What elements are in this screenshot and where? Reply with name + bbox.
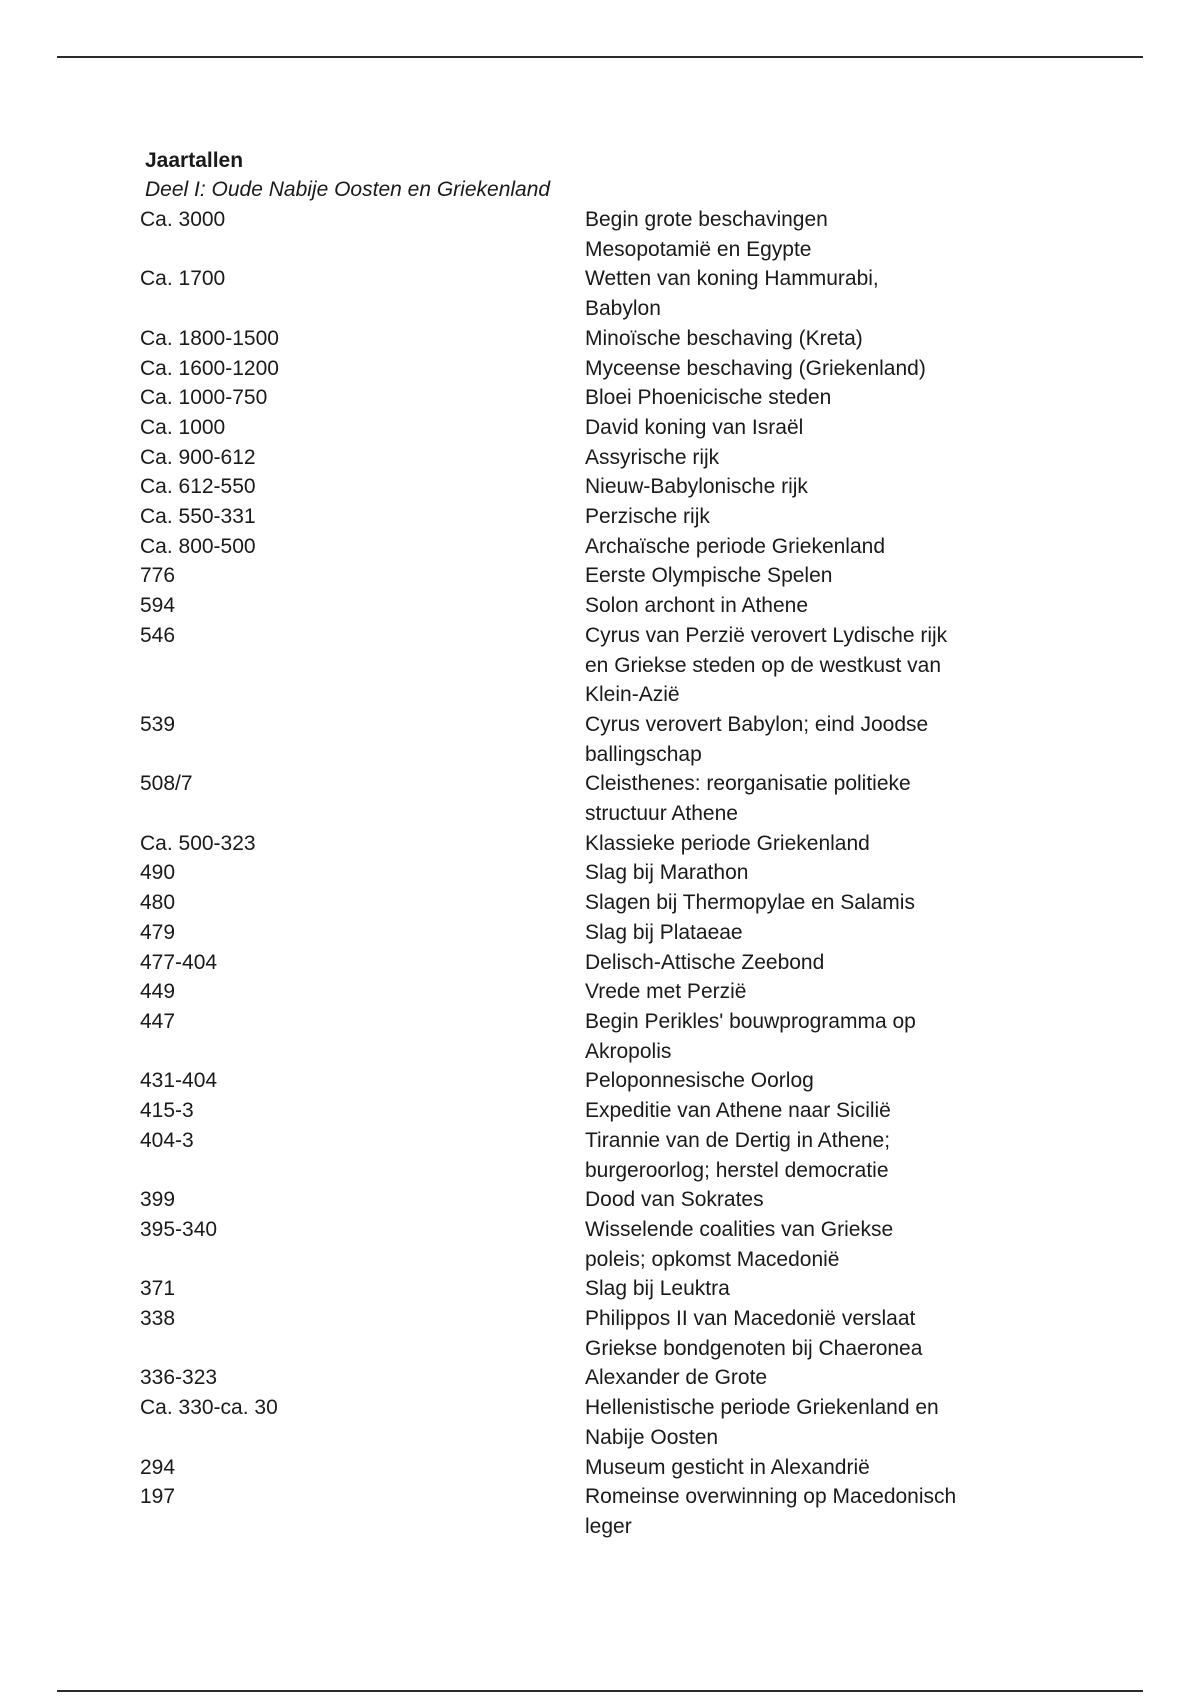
timeline-date: Ca. 1700 [140,267,226,291]
timeline-event-line: Nieuw-Babylonische rijk [585,475,808,499]
timeline-event [585,383,1005,413]
timeline-row [140,443,1040,473]
timeline-event-line: poleis; opkomst Macedonië [585,1247,840,1271]
timeline-row [140,769,1040,828]
timeline-event [585,1393,1005,1452]
timeline-date: 404-3 [140,1128,194,1152]
timeline-row [140,1482,1040,1541]
timeline-date: Ca. 330-ca. 30 [140,1396,278,1420]
timeline-date: 449 [140,980,176,1004]
timeline-event-line: structuur Athene [585,802,738,826]
timeline-event-line: Wetten van koning Hammurabi, [585,267,879,291]
timeline-event-line: Peloponnesische Oorlog [585,1069,814,1093]
timeline-event-line: Cleisthenes: reorganisatie politieke [585,772,911,796]
timeline-row [140,205,1040,264]
timeline-row [140,1453,1040,1483]
timeline-event [585,561,1005,591]
timeline-event [585,532,1005,562]
timeline-date: 336-323 [140,1366,218,1390]
timeline-date: 508/7 [140,772,193,796]
timeline-row [140,1215,1040,1274]
timeline-event-line: en Griekse steden op de westkust van [585,653,942,677]
timeline-event [585,205,1005,264]
timeline-row [140,561,1040,591]
timeline-event [585,413,1005,443]
timeline-event-line: Slag bij Leuktra [585,1277,730,1301]
timeline-row [140,1126,1040,1185]
timeline-event-line: Wisselende coalities van Griekse [585,1217,894,1241]
timeline-event [585,888,1005,918]
timeline-event [585,710,1005,769]
timeline-event-line: Hellenistische periode Griekenland en [585,1396,939,1420]
timeline-row [140,354,1040,384]
timeline-event-line: Akropolis [585,1039,672,1063]
bottom-rule [57,1690,1143,1692]
timeline-date: 395-340 [140,1217,218,1241]
timeline-date: 546 [140,623,176,647]
timeline-row [140,858,1040,888]
timeline-event [585,1482,1005,1541]
timeline-event [585,1304,1005,1363]
timeline-event-line: Babylon [585,297,661,321]
timeline-event-line: Slag bij Marathon [585,861,749,885]
timeline-row [140,1096,1040,1126]
timeline-date: Ca. 1000-750 [140,386,268,410]
timeline-row [140,948,1040,978]
timeline-event-line: Alexander de Grote [585,1366,768,1390]
timeline-row [140,413,1040,443]
timeline-event-line: Delisch-Attische Zeebond [585,950,825,974]
timeline-event-line: Philippos II van Macedonië verslaat [585,1307,916,1331]
timeline-row [140,591,1040,621]
timeline-event [585,591,1005,621]
timeline-date: 294 [140,1455,176,1479]
timeline-event [585,621,1005,710]
timeline-event [585,264,1005,323]
timeline-row [140,1393,1040,1452]
timeline-row [140,502,1040,532]
timeline-date: 594 [140,594,176,618]
timeline-date: 338 [140,1307,176,1331]
timeline-date: 415-3 [140,1099,194,1123]
timeline-date: Ca. 500-323 [140,831,256,855]
timeline-row [140,383,1040,413]
timeline-event-line: Klein-Azië [585,683,680,707]
timeline-event [585,858,1005,888]
timeline-event-line: burgeroorlog; herstel democratie [585,1158,889,1182]
timeline-row [140,532,1040,562]
timeline-event-line: ballingschap [585,742,702,766]
timeline-date: 490 [140,861,176,885]
timeline-event [585,1126,1005,1185]
timeline-date: Ca. 1600-1200 [140,356,279,380]
timeline-date: 539 [140,712,176,736]
timeline-event-line: Klassieke periode Griekenland [585,831,870,855]
timeline-date: 447 [140,1009,176,1033]
timeline-row [140,472,1040,502]
timeline-event-line: Solon archont in Athene [585,594,809,618]
timeline-date: 399 [140,1188,176,1212]
timeline-event [585,443,1005,473]
timeline-event-line: Cyrus van Perzië verovert Lydische rijk [585,623,948,647]
timeline-event-line: Vrede met Perzië [585,980,747,1004]
timeline-event-line: Cyrus verovert Babylon; eind Joodse [585,712,929,736]
timeline-date: Ca. 1000 [140,415,226,439]
timeline-event-line: David koning van Israël [585,415,804,439]
timeline-event [585,1066,1005,1096]
timeline-event-line: Slag bij Plataeae [585,920,743,944]
timeline-event-line: Mesopotamië en Egypte [585,237,812,261]
timeline-row [140,1363,1040,1393]
timeline-event-line: Dood van Sokrates [585,1188,764,1212]
timeline-event [585,1274,1005,1304]
timeline-event-line: Romeinse overwinning op Macedonisch [585,1485,957,1509]
timeline-event [585,948,1005,978]
timeline-row [140,918,1040,948]
timeline-row [140,1274,1040,1304]
timeline-document [140,146,1040,1542]
timeline-event [585,977,1005,1007]
timeline-row [140,324,1040,354]
timeline-date: 431-404 [140,1069,218,1093]
timeline-event-line: Tirannie van de Dertig in Athene; [585,1128,891,1152]
timeline-date: Ca. 550-331 [140,505,256,529]
timeline-event-line: Archaïsche periode Griekenland [585,534,886,558]
timeline-event [585,472,1005,502]
timeline-date: Ca. 3000 [140,208,226,231]
timeline-event-line: Myceense beschaving (Griekenland) [585,356,926,380]
timeline-row [140,1007,1040,1066]
timeline-date: Ca. 800-500 [140,534,256,558]
timeline-event-line: Eerste Olympische Spelen [585,564,833,588]
timeline-event-line: Griekse bondgenoten bij Chaeronea [585,1336,923,1360]
timeline-event-line: Begin Perikles' bouwprogramma op [585,1009,916,1033]
timeline-event [585,1096,1005,1126]
timeline-event [585,769,1005,828]
timeline-row [140,710,1040,769]
timeline-date: Ca. 1800-1500 [140,326,279,350]
timeline-event-line: Assyrische rijk [585,445,720,469]
timeline-date: 477-404 [140,950,218,974]
timeline-date: 371 [140,1277,176,1301]
timeline-event [585,324,1005,354]
timeline-row [140,888,1040,918]
timeline-event-line: Museum gesticht in Alexandrië [585,1455,870,1479]
timeline-event [585,918,1005,948]
timeline-date: 776 [140,564,176,588]
timeline-date: 480 [140,891,176,915]
timeline-event-line: Perzische rijk [585,505,710,529]
document-title: Jaartallen [145,149,244,172]
timeline-event-line: Slagen bij Thermopylae en Salamis [585,891,915,915]
timeline-event [585,1185,1005,1215]
document-subtitle: Deel I: Oude Nabije Oosten en Griekenland [145,178,551,201]
timeline-date: 197 [140,1485,176,1509]
timeline-event-line: Nabije Oosten [585,1425,719,1449]
top-rule [57,56,1143,58]
timeline-event [585,354,1005,384]
timeline-date: Ca. 612-550 [140,475,256,499]
timeline-date: Ca. 900-612 [140,445,256,469]
timeline-event [585,1215,1005,1274]
timeline-row [140,621,1040,710]
timeline-event-line: Minoïsche beschaving (Kreta) [585,326,863,350]
timeline-row [140,1066,1040,1096]
timeline-event-line: Bloei Phoenicische steden [585,386,832,410]
timeline-event [585,1007,1005,1066]
timeline-row [140,829,1040,859]
timeline-row [140,1304,1040,1363]
timeline-row [140,264,1040,323]
timeline-event-line: Begin grote beschavingen [585,208,828,231]
timeline-event [585,502,1005,532]
timeline-row [140,977,1040,1007]
timeline-date: 479 [140,920,176,944]
timeline-event-line: Expeditie van Athene naar Sicilië [585,1099,891,1123]
timeline-event [585,1453,1005,1483]
timeline-list [140,205,1040,1542]
timeline-event-line: leger [585,1514,632,1538]
timeline-event [585,829,1005,859]
timeline-event [585,1363,1005,1393]
timeline-row [140,1185,1040,1215]
